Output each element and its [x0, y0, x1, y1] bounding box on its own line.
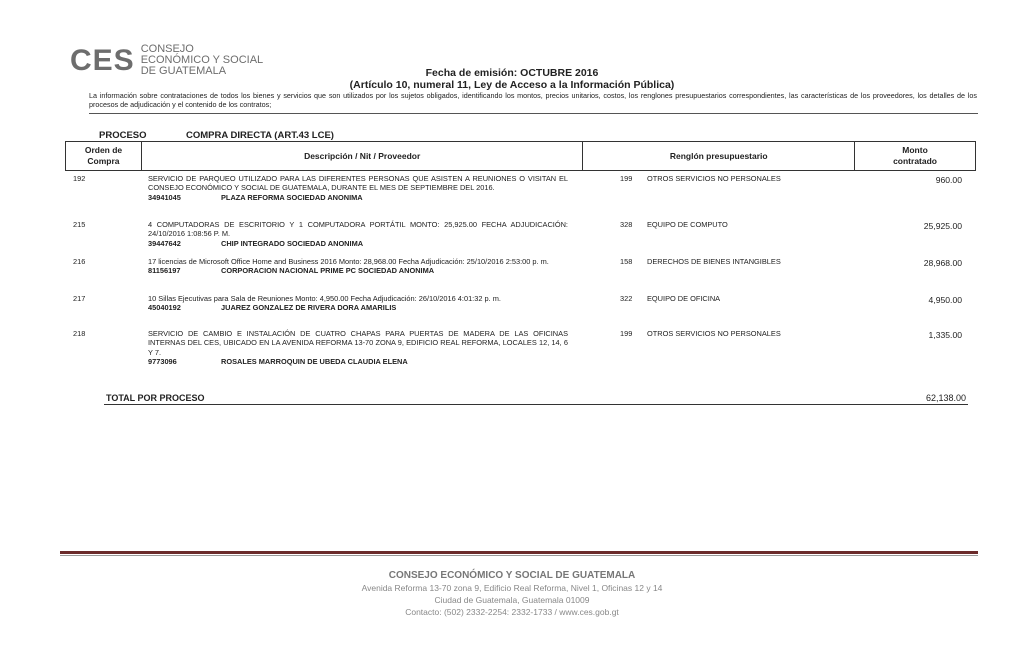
row-nit: 39447642 — [148, 238, 181, 248]
row-description-text: 10 Sillas Ejecutivas para Sala de Reuniones Monto: 4,950.00 Fecha Adjudicación: 26/10/2016 4:01:32 p. m. — [148, 294, 501, 303]
row-orden: 216 — [73, 257, 86, 266]
header-renglon: Renglón presupuestario — [583, 142, 855, 171]
logo-line-1: CONSEJO — [140, 43, 194, 55]
row-orden: 217 — [73, 294, 86, 303]
row-description-text: 4 COMPUTADORAS DE ESCRITORIO Y 1 COMPUTADORA PORTÁTIL MONTO: 25,925.00 FECHA ADJUDICACIÓN: 24/10/2016 1:08:56 P. M. — [148, 220, 568, 239]
row-nit: 34941045 — [148, 192, 181, 202]
total-label: TOTAL POR PROCESO — [106, 393, 205, 403]
row-renglon-name: OTROS SERVICIOS NO PERSONALES — [647, 174, 781, 183]
row-orden: 215 — [73, 220, 86, 229]
row-provider — [148, 239, 568, 248]
row-provider-name: PLAZA REFORMA SOCIEDAD ANONIMA — [221, 192, 363, 202]
logo-mark: CES — [70, 43, 135, 77]
row-renglon-code: 328 — [620, 220, 633, 229]
row-renglon-name: EQUIPO DE COMPUTO — [647, 220, 728, 229]
row-orden: 218 — [73, 329, 86, 338]
row-description — [148, 294, 568, 313]
header-orden: Orden de Compra — [66, 142, 142, 171]
row-renglon-code: 322 — [620, 294, 633, 303]
row-provider-name: JUAREZ GONZALEZ DE RIVERA DORA AMARILIS — [221, 303, 397, 313]
proceso-label: PROCESO — [99, 130, 147, 141]
row-description-text: SERVICIO DE CAMBIO E INSTALACIÓN DE CUATRO CHAPAS PARA PUERTAS DE MADERA DE LAS OFICINAS INTERNAS DEL CES, UBICADO EN LA AVENIDA REFORMA 13-70 ZONA 9, EDIFICIO REAL REFORMA, LOCALES 12, 14, 6 Y 7. — [148, 329, 568, 357]
row-description — [148, 257, 568, 276]
table-header — [65, 141, 976, 171]
row-monto: 25,925.00 — [923, 221, 962, 231]
footer-address: Avenida Reforma 13-70 zona 9, Edificio Real Reforma, Nivel 1, Oficinas 12 y 14 — [361, 583, 663, 593]
row-renglon-code: 199 — [620, 174, 633, 183]
row-renglon-name: DERECHOS DE BIENES INTANGIBLES — [647, 257, 781, 266]
row-nit: 81156197 — [148, 266, 181, 276]
row-description — [148, 329, 568, 367]
row-renglon-name: EQUIPO DE OFICINA — [647, 294, 721, 303]
row-provider-name: CHIP INTEGRADO SOCIEDAD ANONIMA — [221, 238, 364, 248]
row-renglon-code: 158 — [620, 257, 633, 266]
intro-paragraph: La información sobre contrataciones de todos los bienes y servicios que son utilizados por los sujetos obligados, identificando los montos, precios unitarios, costos, los renglones presupuestarios correspondientes, las características de los proveedores, los detalles de los procesos de adjudicación y el contenido de los contratos; — [89, 91, 977, 109]
row-provider — [148, 303, 568, 312]
proceso-value: COMPRA DIRECTA (ART.43 LCE) — [186, 130, 334, 141]
footer-city: Ciudad de Guatemala, Guatemala 01009 — [434, 595, 590, 605]
footer-divider — [60, 551, 978, 554]
row-provider — [148, 193, 568, 202]
header-monto: Monto contratado — [855, 142, 976, 171]
row-description-text: 17 licencias de Microsoft Office Home and Business 2016 Monto: 28,968.00 Fecha Adjudicación: 25/10/2016 2:53:00 p. m. — [148, 257, 549, 266]
total-value: 62,138.00 — [925, 393, 966, 403]
logo-line-3: DE GUATEMALA — [140, 65, 227, 77]
row-description — [148, 220, 568, 248]
footer-org: CONSEJO ECONÓMICO Y SOCIAL DE GUATEMALA — [388, 570, 636, 581]
row-description — [148, 174, 568, 202]
row-monto: 4,950.00 — [928, 295, 962, 305]
row-orden: 192 — [73, 174, 86, 183]
total-divider — [104, 404, 968, 405]
row-renglon-name: OTROS SERVICIOS NO PERSONALES — [647, 329, 781, 338]
row-provider — [148, 266, 568, 275]
document-title: Fecha de emisión: OCTUBRE 2016 — [425, 67, 599, 79]
footer-divider-thin — [60, 555, 978, 556]
footer-contact: Contacto: (502) 2332-2254: 2332-1733 / www.ces.gob.gt — [405, 607, 619, 617]
row-nit: 45040192 — [148, 303, 181, 313]
row-description-text: SERVICIO DE PARQUEO UTILIZADO PARA LAS DIFERENTES PERSONAS QUE ASISTEN A REUNIONES O VISITAN EL CONSEJO ECONÓMICO Y SOCIAL DE GUATEMALA, DURANTE EL MES DE SEPTIEMBRE DEL 2016. — [148, 174, 568, 193]
row-nit: 9773096 — [148, 357, 177, 367]
document-subtitle: (Artículo 10, numeral 11, Ley de Acceso a la Información Pública) — [349, 79, 675, 91]
header-divider — [89, 113, 978, 114]
row-provider — [148, 357, 568, 366]
header-descripcion: Descripción / Nit / Proveedor — [141, 142, 582, 171]
row-monto: 960.00 — [935, 175, 962, 185]
row-monto: 28,968.00 — [923, 258, 962, 268]
row-provider-name: CORPORACION NACIONAL PRIME PC SOCIEDAD ANONIMA — [221, 266, 435, 276]
row-provider-name: ROSALES MARROQUIN DE UBEDA CLAUDIA ELENA — [221, 357, 408, 367]
logo-line-2: ECONÓMICO Y SOCIAL — [140, 54, 264, 66]
row-monto: 1,335.00 — [928, 330, 962, 340]
row-renglon-code: 199 — [620, 329, 633, 338]
